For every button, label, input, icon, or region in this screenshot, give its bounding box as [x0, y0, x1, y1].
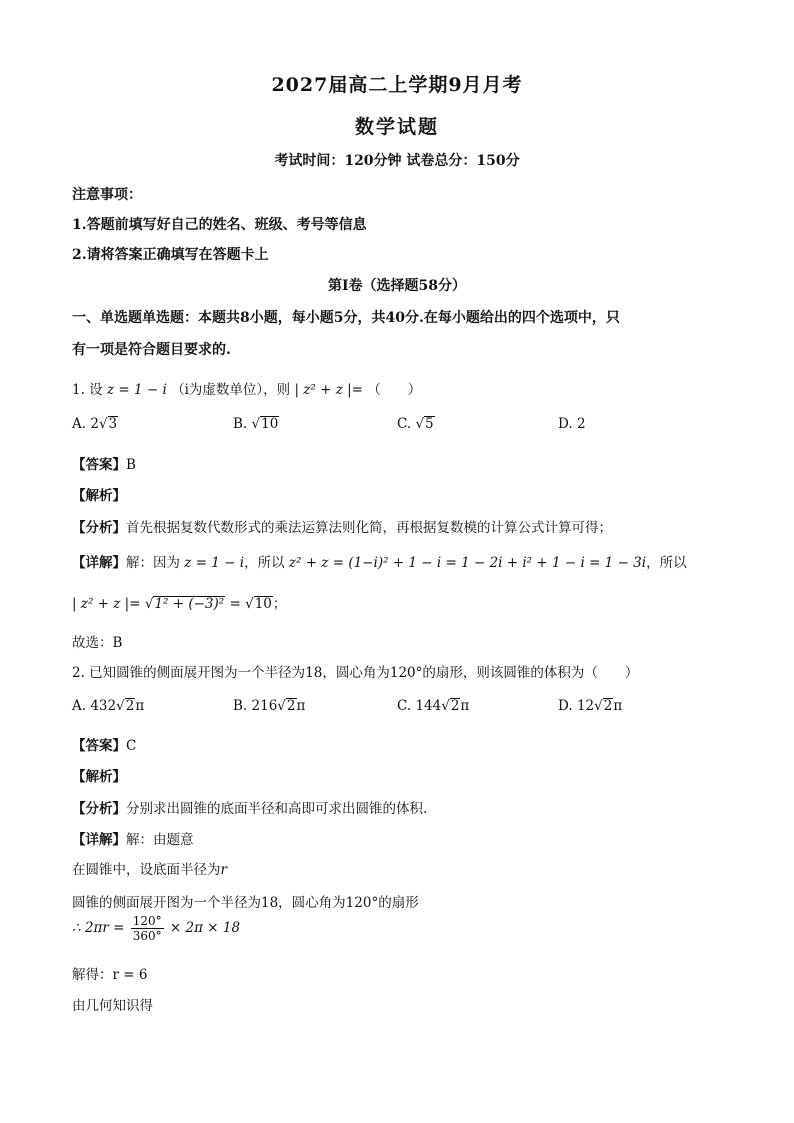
q1-modulus-left: | z² + z |= — [72, 596, 141, 612]
q2-option-b-rad: 2 — [286, 698, 296, 714]
q1-detail — [72, 551, 687, 571]
q2-option-d-label: D. — [558, 698, 573, 714]
part1-title: 第I卷（选择题58分） — [327, 278, 467, 294]
q2-option-d-coef: 12 — [576, 698, 595, 714]
q2-option-d-pi: π — [613, 698, 623, 714]
q2-option-b-pi: π — [296, 698, 306, 714]
q2-analysis-tag: 【解析】 — [72, 769, 126, 785]
q1-fenxi-tag: 【分析】 — [72, 520, 126, 536]
q2-option-b-label: B. — [233, 698, 248, 714]
q1-option-b-label: B. — [233, 416, 248, 432]
q2-option-c-coef: 144 — [415, 698, 442, 714]
q1-option-d — [558, 416, 586, 432]
q1-detail-z: z = 1 − i — [184, 555, 245, 571]
exam-title: 2027届高二上学期9月月考 — [271, 74, 523, 96]
q2-eq-rhs: × 2π × 18 — [169, 920, 241, 936]
q1-detail-prefix: 解：因为 — [126, 555, 180, 571]
q2-eq-den: 360° — [132, 929, 162, 943]
q2-line2: 圆锥的侧面展开图为一个半径为18，圆心角为120°的扇形 — [72, 895, 419, 911]
q1-option-b-rad: 10 — [261, 416, 279, 432]
q2-option-c-label: C. — [397, 698, 412, 714]
radical-icon: √ — [594, 698, 603, 714]
q2-option-d-rad: 2 — [603, 698, 613, 714]
radical-icon: √ — [415, 416, 425, 432]
q2-fenxi — [72, 797, 427, 817]
q1-detail-suffix: ，所以 — [646, 555, 687, 571]
q2-option-c-pi: π — [460, 698, 470, 714]
q1-answer-tag: 【答案】 — [72, 457, 126, 473]
q2-option-a-label: A. — [72, 698, 87, 714]
q1-modulus-result: 10 — [254, 596, 272, 612]
q2-eq-num: 120° — [132, 914, 162, 928]
q2-answer — [72, 734, 136, 754]
q1-modulus-rad: 1² + (−3)² — [154, 596, 225, 612]
radical-icon: √ — [144, 596, 154, 612]
radical-icon: √ — [116, 698, 125, 714]
q2-detail-text: 解：由题意 — [126, 832, 194, 848]
q1-option-c-label: C. — [397, 416, 412, 432]
exam-info: 考试时间：120分钟 试卷总分：150分 — [274, 153, 520, 169]
exam-subtitle: 数学试题 — [354, 116, 439, 138]
q1-option-a-coef: 2 — [90, 416, 99, 432]
q2-eq-lhs: ∴ 2πr = — [72, 920, 125, 936]
radical-icon: √ — [251, 416, 261, 432]
q2-answer-value: C — [126, 738, 137, 754]
q2-option-c — [397, 698, 469, 714]
q2-stem: 2. 已知圆锥的侧面展开图为一个半径为18，圆心角为120°的扇形，则该圆锥的体积为（ ） — [72, 665, 639, 681]
radical-icon: √ — [277, 698, 286, 714]
q2-option-a-coef: 432 — [90, 698, 117, 714]
q1-detail-mid: ，所以 — [244, 555, 285, 571]
q2-line1-var: r — [220, 862, 227, 878]
q2-detail-tag: 【详解】 — [72, 832, 126, 848]
q2-option-a-rad: 2 — [125, 698, 135, 714]
q1-stem — [72, 378, 421, 398]
q1-option-c — [397, 416, 435, 432]
q1-modulus-line — [72, 592, 286, 612]
q1-option-a — [72, 416, 118, 432]
q2-equation — [72, 914, 240, 943]
q1-analysis-tag: 【解析】 — [72, 488, 126, 504]
q1-fenxi-text: 首先根据复数代数形式的乘法运算法则化简，再根据复数模的计算公式计算可得； — [126, 520, 612, 536]
q2-fenxi-tag: 【分析】 — [72, 801, 126, 817]
q1-option-a-label: A. — [72, 416, 87, 432]
radical-icon: √ — [245, 596, 254, 612]
q1-option-d-label: D. — [558, 416, 573, 432]
q2-option-a-pi: π — [135, 698, 145, 714]
q2-option-a — [72, 698, 144, 714]
q1-option-c-rad: 5 — [425, 416, 434, 432]
section-heading-line1: 一、单选题单选题：本题共8小题，每小题5分，共40分.在每小题给出的四个选项中，只 — [72, 310, 620, 326]
q1-modulus-eq: = — [229, 596, 241, 612]
q1-answer — [72, 453, 136, 473]
q2-last-line: 由几何知识得 — [72, 998, 153, 1014]
radical-icon: √ — [98, 416, 108, 432]
q2-fenxi-text: 分别求出圆锥的底面半径和高即可求出圆锥的体积. — [126, 801, 428, 817]
section-heading-line2: 有一项是符合题目要求的. — [72, 342, 231, 358]
notice-item-2: 2.请将答案正确填写在答题卡上 — [72, 247, 269, 263]
q2-option-b-coef: 216 — [251, 698, 278, 714]
q2-line1-text: 在圆锥中，设底面半径为 — [72, 862, 221, 878]
q1-option-d-val: 2 — [576, 416, 586, 432]
q1-modulus-end: ； — [272, 596, 287, 612]
q2-eq-fraction — [131, 914, 164, 943]
q1-stem-z: z = 1 − i — [106, 382, 167, 398]
q2-line1 — [72, 858, 227, 878]
q1-option-a-rad: 3 — [108, 416, 118, 432]
q1-detail-expr: z² + z = (1−i)² + 1 − i = 1 − 2i + i² + 1 − i = 1 − 3i — [288, 555, 647, 571]
q1-stem-prefix: 1. 设 — [72, 382, 103, 398]
notice-heading: 注意事项： — [72, 187, 142, 203]
q1-stem-suffix: （ ） — [367, 382, 422, 398]
q1-stem-expr: | z² + z |= — [294, 382, 363, 398]
q1-option-b — [233, 416, 279, 432]
q2-option-c-rad: 2 — [450, 698, 460, 714]
notice-item-1: 1.答题前填写好自己的姓名、班级、考号等信息 — [72, 217, 367, 233]
q1-stem-mid: （i为虚数单位），则 — [171, 382, 291, 398]
q1-fenxi — [72, 516, 612, 536]
q2-detail — [72, 828, 194, 848]
q1-detail-tag: 【详解】 — [72, 555, 126, 571]
q2-solve: 解得：r = 6 — [72, 967, 148, 983]
q1-answer-value: B — [126, 457, 136, 473]
q2-option-d — [558, 698, 622, 714]
q2-answer-tag: 【答案】 — [72, 738, 126, 754]
q1-conclusion: 故选：B — [72, 635, 123, 651]
q2-option-b — [233, 698, 305, 714]
radical-icon: √ — [441, 698, 450, 714]
